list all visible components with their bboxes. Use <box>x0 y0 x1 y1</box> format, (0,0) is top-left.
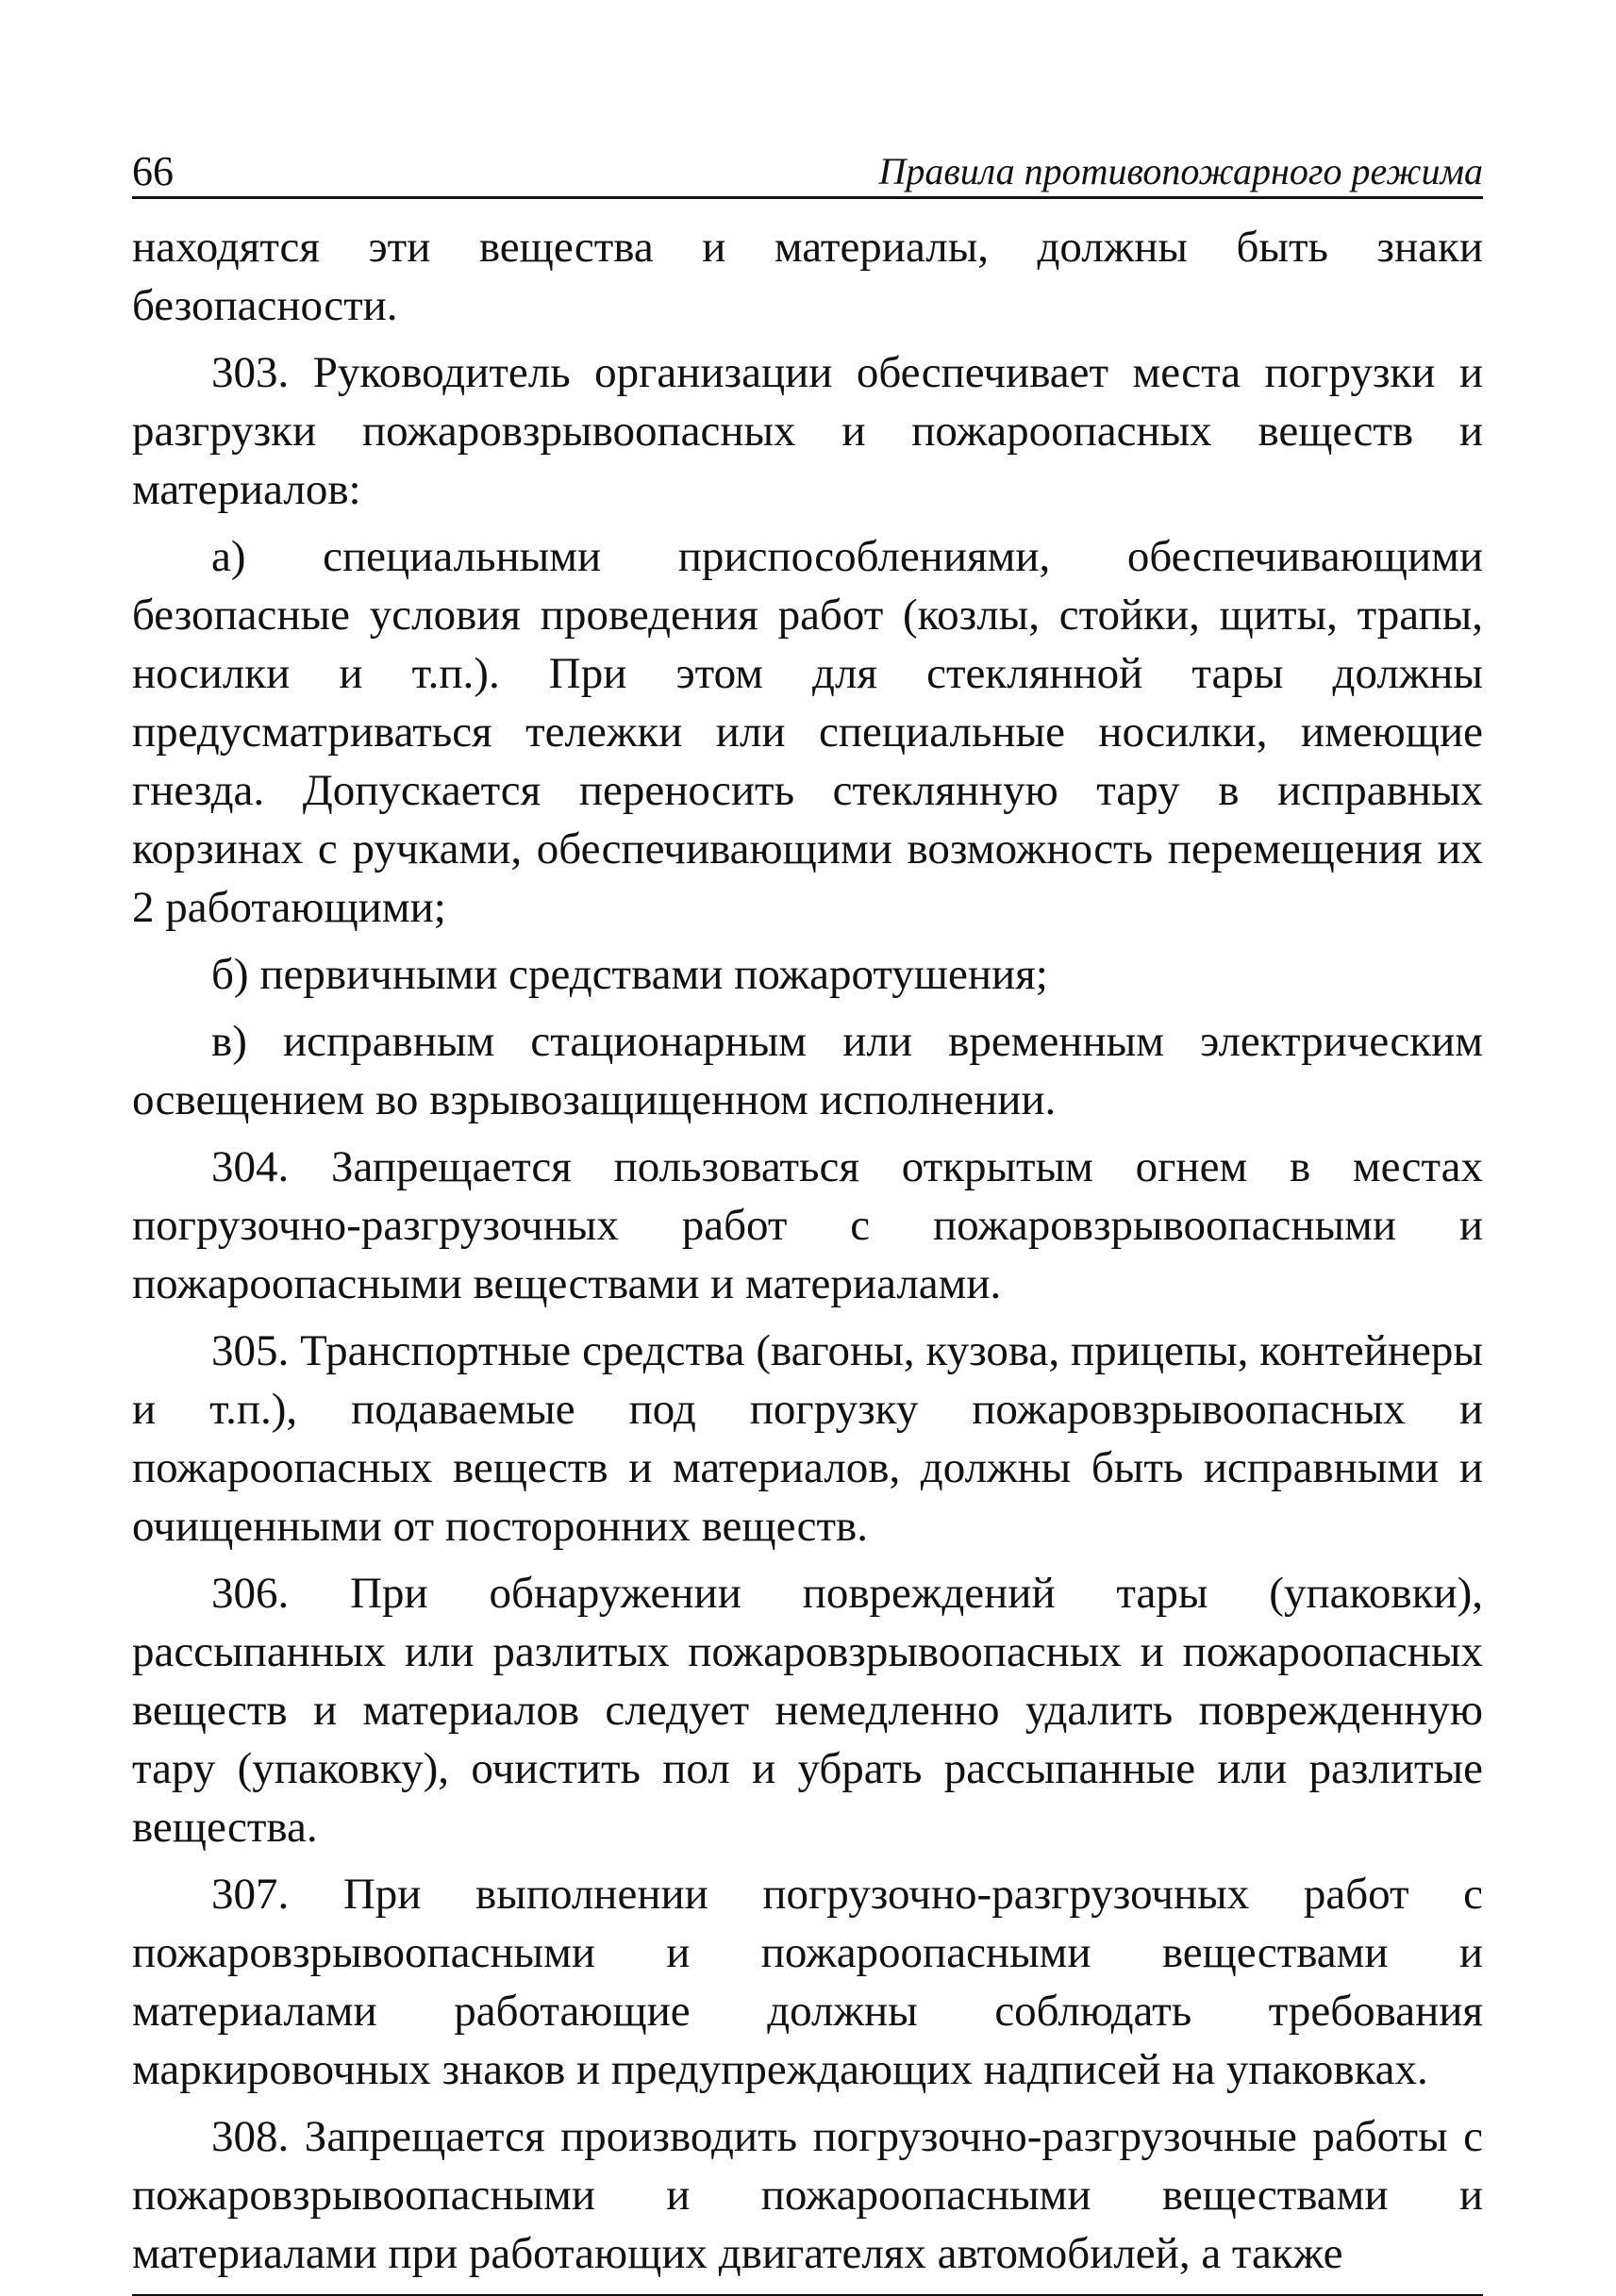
paragraph-304: 304. Запрещается пользоваться открытым огнем в местах погрузочно-разгрузочных работ с пожаровзрывоопасными и пожароопасными веществами и материалами. <box>132 1142 1483 1308</box>
running-title: Правила противопожарного режима <box>878 150 1483 192</box>
paragraph-303-a: а) специальными приспособлениями, обеспечивающими безопасные условия проведения работ (козлы, стойки, щиты, трапы, носилки и т.п.). При этом для стеклянной тары должны предусматриваться тележки или специальные носилки, имеющие гнезда. Допускается переносить стеклянную тару в исправных корзинах с ручками, обеспечивающими возможность перемещения их 2 работающими; <box>132 532 1483 932</box>
paragraph-continuation: находятся эти вещества и материалы, должны быть знаки безопасности. <box>132 223 1483 330</box>
book-page <box>132 141 1483 2296</box>
paragraph-306: 306. При обнаружении повреждений тары (упаковки), рассыпанных или разлитых пожаровзрывоопасных и пожароопасных веществ и материалов следует немедленно удалить поврежденную тару (упаковку), очистить пол и убрать рассыпанные или разлитые вещества. <box>132 1569 1483 1852</box>
paragraph-303-v: в) исправным стационарным или временным электрическим освещением во взрывозащищенном исполнении. <box>132 1017 1483 1124</box>
paragraph-305: 305. Транспортные средства (вагоны, кузова, прицепы, контейнеры и т.п.), подаваемые под погрузку пожаровзрывоопасных и пожароопасных веществ и материалов, должны быть исправными и очищенными от посторонних веществ. <box>132 1326 1483 1551</box>
page-body <box>132 199 1483 2283</box>
page-number: 66 <box>132 148 174 194</box>
paragraph-308: 308. Запрещается производить погрузочно-разгрузочные работы с пожаровзрывоопасными и пожароопасными веществами и материалами при работающих двигателях автомобилей, а также <box>132 2112 1483 2278</box>
paragraph-303: 303. Руководитель организации обеспечивает места погрузки и разгрузки пожаровзрывоопасных и пожароопасных веществ и материалов: <box>132 348 1483 514</box>
paragraph-307: 307. При выполнении погрузочно-разгрузочных работ с пожаровзрывоопасными и пожароопасными веществами и материалами работающие должны соблюдать требования маркировочных знаков и предупреждающих надписей на упаковках. <box>132 1870 1483 2094</box>
running-header <box>132 141 1483 199</box>
paragraph-303-b: б) первичными средствами пожаротушения; <box>211 950 1048 999</box>
